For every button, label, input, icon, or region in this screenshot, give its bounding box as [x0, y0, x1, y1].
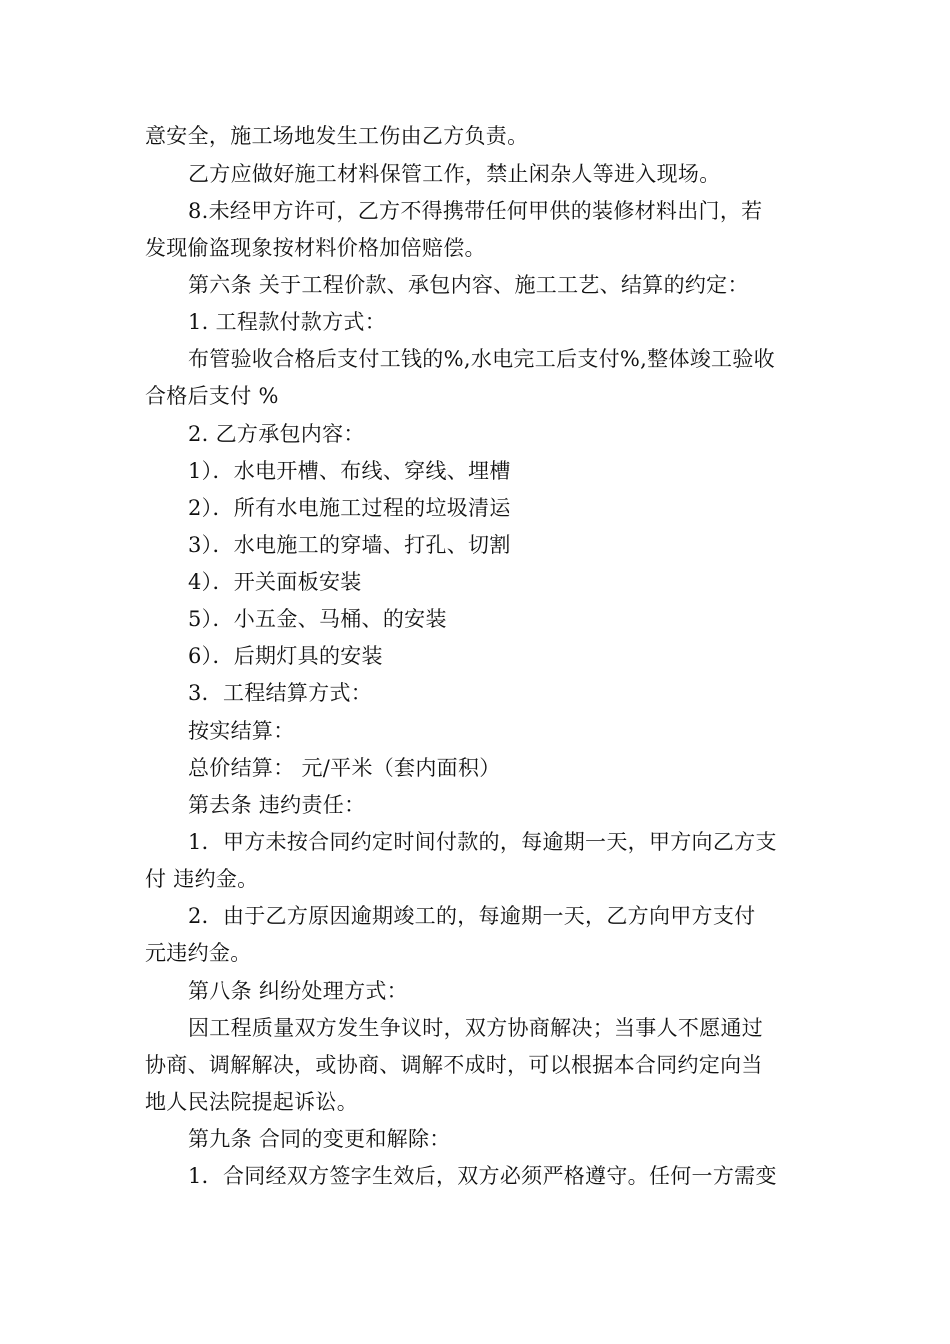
- text-line: 元违约金。: [145, 941, 252, 965]
- text-line: 1．甲方未按合同约定时间付款的，每逾期一天，甲方向乙方支: [188, 830, 777, 854]
- text-line: 地人民法院提起诉讼。: [145, 1090, 358, 1114]
- text-line: 总价结算： 元/平米（套内面积）: [188, 756, 501, 780]
- text-line: 合格后支付 %: [145, 384, 279, 408]
- section-heading: 第六条 关于工程价款、承包内容、施工工艺、结算的约定：: [188, 273, 749, 297]
- text-line: 乙方应做好施工材料保管工作，禁止闲杂人等进入现场。: [188, 162, 721, 186]
- text-line: 2. 乙方承包内容：: [188, 422, 365, 446]
- text-line: 因工程质量双方发生争议时，双方协商解决；当事人不愿通过: [188, 1016, 764, 1040]
- list-item: 6）．后期灯具的安装: [188, 644, 383, 668]
- text-line: 2．由于乙方原因逾期竣工的，每逾期一天，乙方向甲方支付: [188, 904, 756, 928]
- text-line: 1. 工程款付款方式：: [188, 310, 387, 334]
- text-line: 发现偷盗现象按材料价格加倍赔偿。: [145, 236, 486, 260]
- section-heading: 第八条 纠纷处理方式：: [188, 979, 408, 1003]
- list-item: 3）．水电施工的穿墙、打孔、切割: [188, 533, 511, 557]
- list-item: 1）．水电开槽、布线、穿线、埋槽: [188, 459, 511, 483]
- section-heading: 第九条 合同的变更和解除：: [188, 1127, 451, 1151]
- list-item: 5）．小五金、马桶、的安装: [188, 607, 447, 631]
- text-line: 1．合同经双方签字生效后，双方必须严格遵守。任何一方需变: [188, 1164, 777, 1188]
- text-line: 按实结算：: [188, 719, 295, 743]
- list-item: 2）．所有水电施工过程的垃圾清运: [188, 496, 511, 520]
- text-line: 协商、调解解决，或协商、调解不成时，可以根据本合同约定向当: [145, 1053, 763, 1077]
- text-line: 付 违约金。: [145, 867, 259, 891]
- list-item: 4）．开关面板安装: [188, 570, 362, 594]
- text-line: 3．工程结算方式：: [188, 681, 373, 705]
- section-heading: 第去条 违约责任：: [188, 793, 366, 817]
- text-line: 布管验收合格后支付工钱的%,水电完工后支付%,整体竣工验收: [188, 347, 775, 371]
- text-line: 意安全，施工场地发生工伤由乙方负责。: [145, 124, 529, 148]
- text-line: 8.未经甲方许可，乙方不得携带任何甲供的装修材料出门，若: [188, 199, 763, 223]
